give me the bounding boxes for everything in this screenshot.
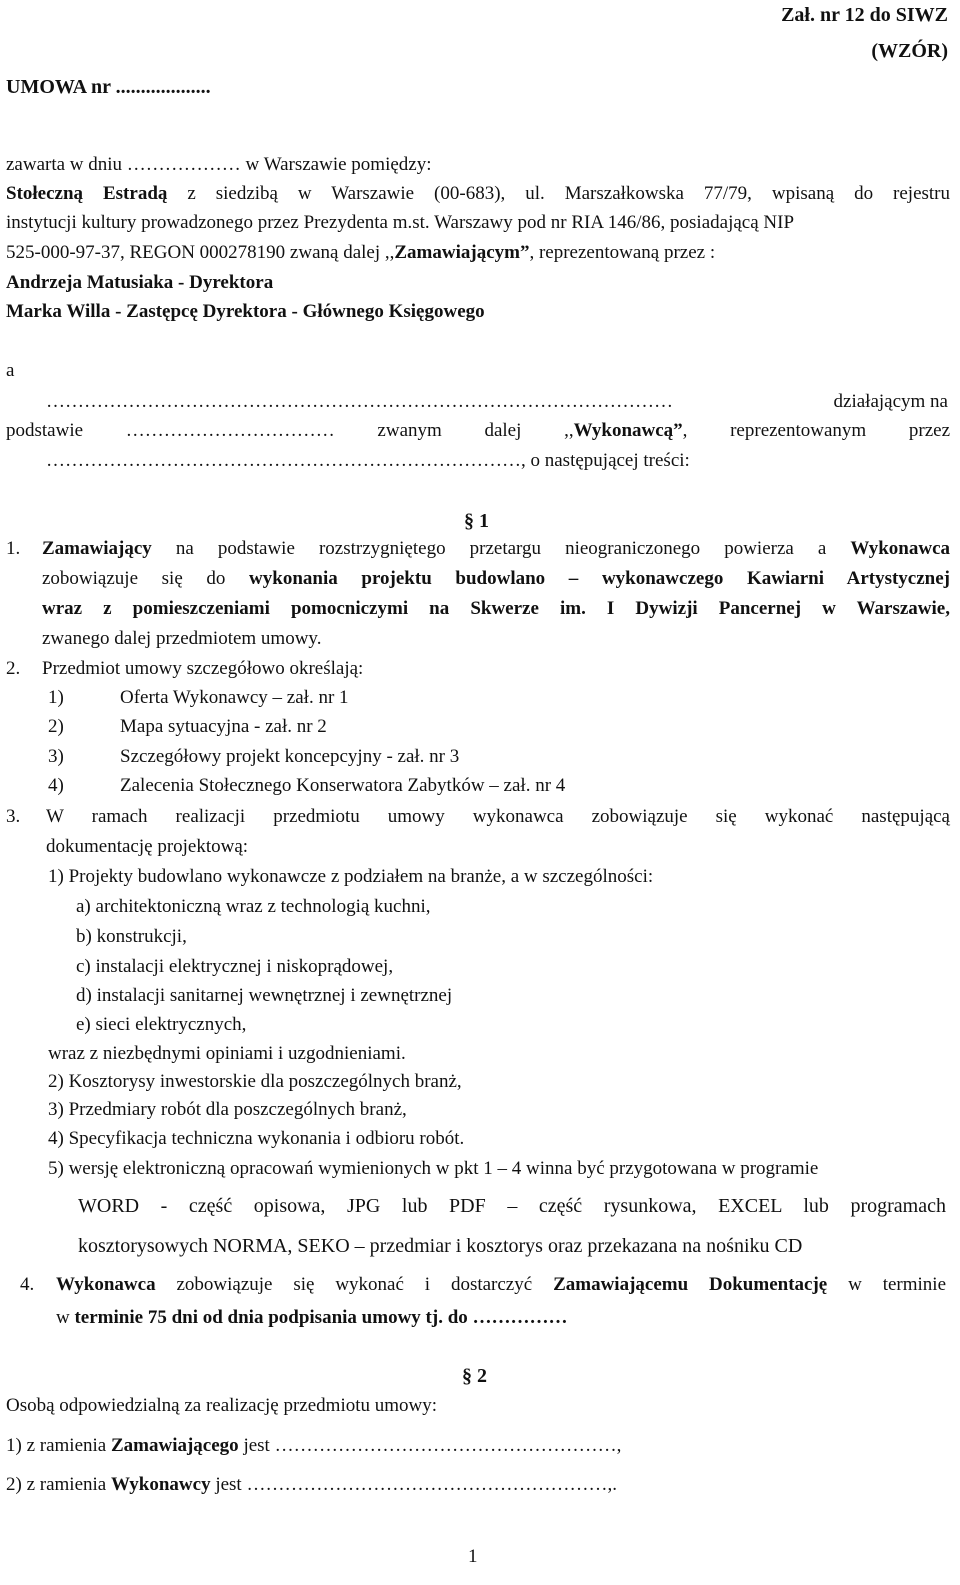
section-2-intro: Osobą odpowiedzialną za realizację przedmiotu umowy: xyxy=(6,1395,438,1416)
point-2-text: Przedmiot umowy szczegółowo określają: xyxy=(42,658,364,679)
doc-item-1: 1) Projekty budowlano wykonawcze z podziałem na branże, a w szczególności: xyxy=(48,866,654,887)
doc-item-5-line2: WORD - część opisowa, JPG lub PDF – część rysunkowa, EXCEL lub programach xyxy=(78,1195,946,1217)
list-item: Oferta Wykonawcy – zał. nr 1 xyxy=(120,687,349,708)
representative-1: Andrzeja Matusiaka - Dyrektora xyxy=(6,272,274,293)
section-1-title: § 1 xyxy=(464,510,489,532)
point-1-line2: zobowiązuje się do wykonania projektu budowlano – wykonawczego Kawiarni Artystycznej xyxy=(42,568,950,589)
point-4-number: 4. xyxy=(20,1274,35,1295)
responsible-client: 1) z ramienia Zamawiającego jest ………………………………………………, xyxy=(6,1435,622,1456)
list-item: Mapa sytuacyjna - zał. nr 2 xyxy=(120,716,327,737)
list-item-number: 1) xyxy=(48,687,64,708)
doc-item-4: 4) Specyfikacja techniczna wykonania i odbioru robót. xyxy=(48,1128,465,1149)
contractor-basis-line: podstawie …………………………… zwanym dalej ,,Wykonawcą”, reprezentowanym przez xyxy=(6,420,951,441)
page-number: 1 xyxy=(468,1546,478,1567)
point-1-line1: Zamawiający na podstawie rozstrzygniętego przetargu nieograniczonego powierza a Wykonawca xyxy=(42,538,951,559)
responsible-contractor: 2) z ramienia Wykonawcy jest …………………………………………………,. xyxy=(6,1474,617,1495)
doc-subitem: d) instalacji sanitarnej wewnętrznej i zewnętrznej xyxy=(76,985,453,1006)
contractor-name-blank: ……………………………………………………………………………………… xyxy=(46,391,673,412)
attachment-label: Zał. nr 12 do SIWZ xyxy=(781,4,948,26)
doc-item-2: 2) Kosztorysy inwestorskie dla poszczególnych branż, xyxy=(48,1071,462,1092)
section-2-title: § 2 xyxy=(462,1365,487,1387)
doc-subitem: b) konstrukcji, xyxy=(76,926,187,947)
acting-text: działającym na xyxy=(833,391,948,412)
list-item: Zalecenia Stołecznego Konserwatora Zabytków – zał. nr 4 xyxy=(120,775,566,796)
point-4-line1: Wykonawca zobowiązuje się wykonać i dostarczyć Zamawiającemu Dokumentację w terminie xyxy=(56,1274,947,1295)
list-item-number: 3) xyxy=(48,746,64,767)
list-item-number: 2) xyxy=(48,716,64,737)
point-1-number: 1. xyxy=(6,538,21,559)
party1-line3: 525-000-97-37, REGON 000278190 zwaną dalej ,,Zamawiającym”, reprezentowaną przez : xyxy=(6,242,716,263)
point-4-line2: w terminie 75 dni od dnia podpisania umowy tj. do …………… xyxy=(56,1307,568,1328)
doc-subitem: c) instalacji elektrycznej i niskoprądowej, xyxy=(76,956,394,977)
point-1-line3: wraz z pomieszczeniami pomocniczymi na Skwerze im. I Dywizji Pancernej w Warszawie, xyxy=(42,598,950,619)
list-item-number: 4) xyxy=(48,775,64,796)
point-2-number: 2. xyxy=(6,658,21,679)
doc-subitem: e) sieci elektrycznych, xyxy=(76,1014,247,1035)
contract-number: UMOWA nr ................... xyxy=(6,76,211,98)
doc-item-5: 5) wersję elektroniczną opracowań wymienionych w pkt 1 – 4 winna być przygotowana w programie xyxy=(48,1158,819,1179)
representation-line: …………………………………………………………………, o następującej treści: xyxy=(46,450,690,471)
point-3-line2: dokumentację projektową: xyxy=(46,836,249,857)
list-item: Szczegółowy projekt koncepcyjny - zał. nr 3 xyxy=(120,746,460,767)
doc-item-5-line3: kosztorysowych NORMA, SEKO – przedmiar i kosztorys oraz przekazana na nośniku CD xyxy=(78,1235,803,1257)
point-3-number: 3. xyxy=(6,806,21,827)
point-1-line4: zwanego dalej przedmiotem umowy. xyxy=(42,628,322,649)
contract-date-line: zawarta w dniu ……………… w Warszawie pomiędzy: xyxy=(6,154,432,175)
template-label: (WZÓR) xyxy=(871,40,948,62)
point-3-line1: W ramach realizacji przedmiotu umowy wykonawca zobowiązuje się wykonać następującą xyxy=(46,806,950,827)
doc-subitem: a) architektoniczną wraz z technologią kuchni, xyxy=(76,896,431,917)
doc-item-1-note: wraz z niezbędnymi opiniami i uzgodnieniami. xyxy=(48,1043,406,1064)
party1-line1: Stołeczną Estradą z siedzibą w Warszawie (00-683), ul. Marszałkowska 77/79, wpisaną do rejestru xyxy=(6,183,951,204)
conjunction-a: a xyxy=(6,360,15,381)
representative-2: Marka Willa - Zastępcę Dyrektora - Głównego Księgowego xyxy=(6,301,485,322)
party1-line2: instytucji kultury prowadzonego przez Prezydenta m.st. Warszawy pod nr RIA 146/86, posiadającą NIP xyxy=(6,212,795,233)
doc-item-3: 3) Przedmiary robót dla poszczególnych branż, xyxy=(48,1099,407,1120)
